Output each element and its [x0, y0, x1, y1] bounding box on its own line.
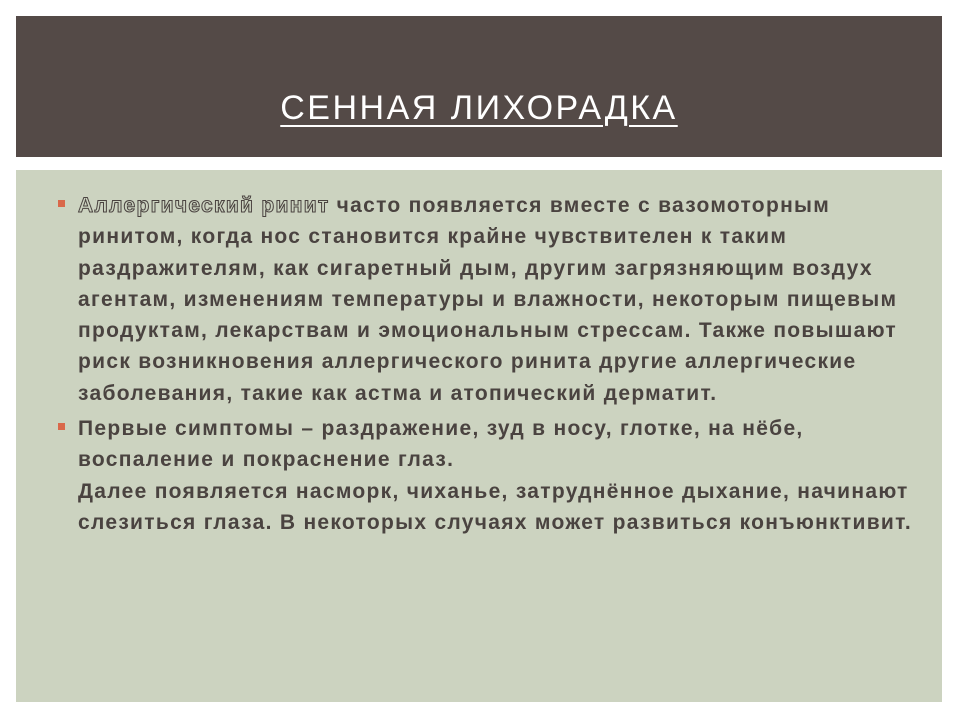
- bullet-highlight-term: Аллергический ринит: [78, 194, 330, 217]
- bullet-text-later-symptoms: Далее появляется насморк, чиханье, затруднённое дыхание, начинают слезиться глаза. В некоторых случаях может развиться конъюнктивит.: [78, 479, 913, 534]
- content-area: [16, 170, 942, 702]
- bullet-item-symptoms: [66, 413, 916, 538]
- title-bar: [16, 16, 942, 157]
- bullet-list: [66, 190, 916, 542]
- square-bullet-icon: [58, 200, 65, 207]
- bullet-text-first-symptoms: Первые симптомы – раздражение, зуд в носу, глотке, на нёбе, воспаление и покраснение глаз.: [78, 417, 804, 472]
- bullet-text: часто появляется вместе с вазомоторным ринитом, когда нос становится крайне чувствителен к таким раздражителям, как сигаретный дым, другим загрязняющим воздух агентам, изменениям температуры и влажности, некоторым пищевым продуктам, лекарствам и эмоциональным стрессам. Также повышают риск возникновения аллергического ринита другие аллергические заболевания, такие как астма и атопический дерматит.: [78, 194, 898, 405]
- slide-title: СЕННАЯ ЛИХОРАДКА: [280, 89, 678, 127]
- square-bullet-icon: [58, 423, 65, 430]
- bullet-item-allergic-rhinitis: [66, 190, 916, 409]
